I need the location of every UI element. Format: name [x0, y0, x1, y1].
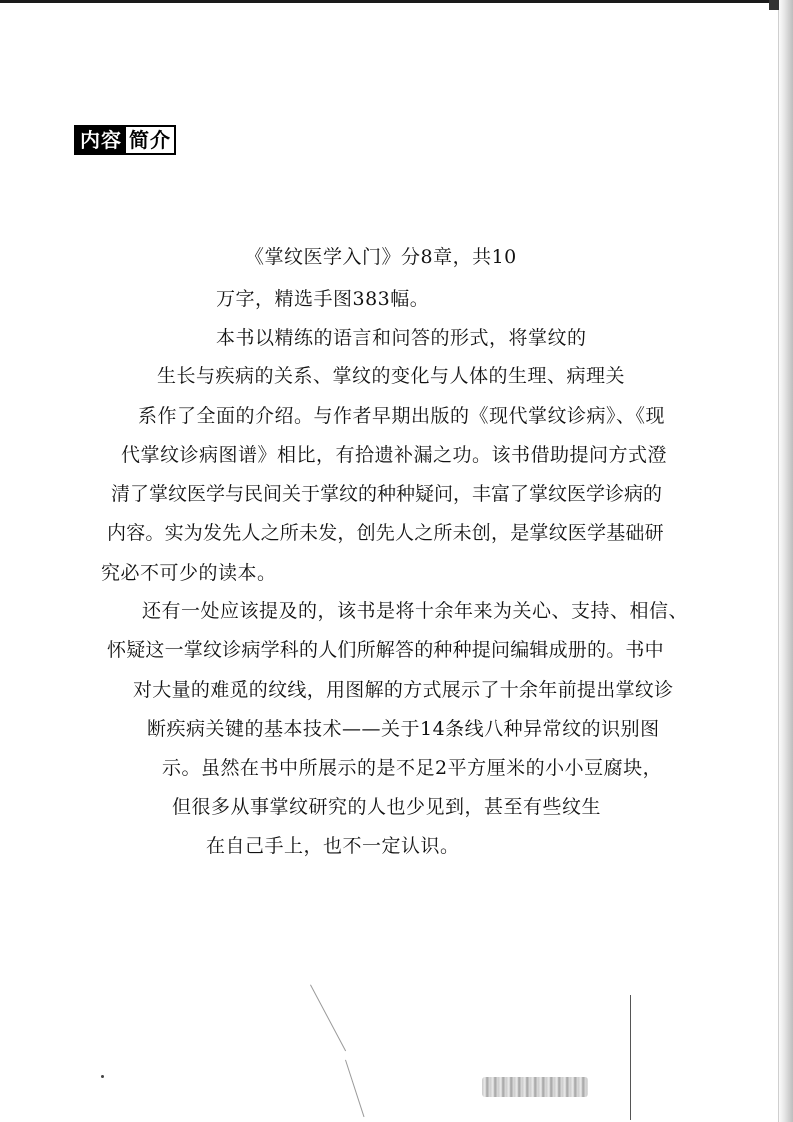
- text-line-15: 但很多从事掌纹研究的人也少见到，甚至有些纹生: [172, 796, 602, 818]
- scan-corner-mark: [769, 0, 779, 10]
- scan-edge-top: [0, 0, 793, 3]
- text-line-13: 断疾病关键的基本技术——关于14条线八种异常纹的识别图: [147, 718, 660, 740]
- text-line-3: 本书以精练的语言和问答的形式，将掌纹的: [216, 327, 587, 349]
- text-line-11: 怀疑这一掌纹诊病学科的人们所解答的种种提问编辑成册的。书中: [107, 639, 664, 661]
- text-line-9: 究必不可少的读本。: [101, 562, 277, 584]
- text-line-10: 还有一处应该提及的，该书是将十余年来为关心、支持、相信、: [142, 600, 689, 622]
- scan-dot: [101, 1075, 104, 1078]
- scan-edge-line: [778, 10, 779, 1122]
- text-line-8: 内容。实为发先人之所未发，创先人之所未创，是掌纹医学基础研: [107, 522, 664, 544]
- text-line-14: 示。虽然在书中所展示的是不足2平方厘米的小小豆腐块，: [162, 757, 663, 779]
- heading-light-part: 简介: [126, 127, 174, 153]
- scan-smudge: [482, 1077, 588, 1097]
- heading-dark-part: 内容: [76, 127, 126, 153]
- text-line-7: 清了掌纹医学与民间关于掌纹的种种疑问，丰富了掌纹医学诊病的: [111, 483, 663, 505]
- section-heading-badge: [74, 125, 176, 155]
- text-line-12: 对大量的难觅的纹线，用图解的方式展示了十余年前提出掌纹诊: [133, 679, 674, 701]
- text-line-6: 代掌纹诊病图谱》相比，有拾遗补漏之功。该书借助提问方式澄: [121, 444, 668, 466]
- scan-edge-right: [778, 0, 793, 1122]
- scan-streak: [630, 995, 631, 1120]
- text-line-5: 系作了全面的介绍。与作者早期出版的《现代掌纹诊病》、《现: [138, 405, 666, 427]
- text-line-1: 《掌纹医学入门》分8章，共10: [245, 246, 517, 268]
- scan-streak: [310, 985, 346, 1052]
- scan-streak: [345, 1060, 364, 1117]
- text-line-16: 在自己手上，也不一定认识。: [206, 835, 460, 857]
- text-line-2: 万字，精选手图383幅。: [216, 288, 430, 310]
- text-line-4: 生长与疾病的关系、掌纹的变化与人体的生理、病理关: [157, 365, 626, 387]
